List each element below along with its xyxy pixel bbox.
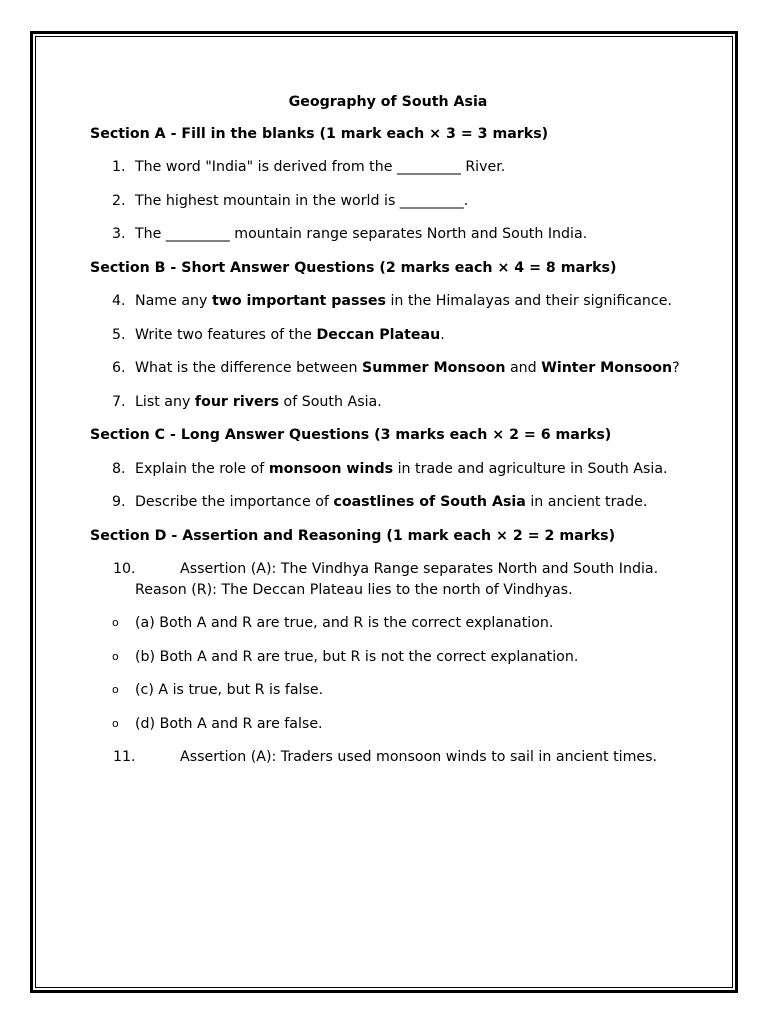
question-4 xyxy=(90,291,680,312)
question-text-pre: List any xyxy=(135,393,195,410)
question-number: 8. xyxy=(112,460,126,477)
option-item xyxy=(90,714,680,735)
question-3 xyxy=(90,224,680,245)
question-text-pre: What is the difference between xyxy=(135,360,363,376)
question-10 xyxy=(90,559,680,600)
question-text-bold: Deccan Plateau xyxy=(316,326,441,343)
bullet-icon: o xyxy=(112,649,119,663)
section-b-heading: Section B - Short Answer Questions (2 marks each × 4 = 8 marks) xyxy=(90,259,617,276)
section-a-heading: Section A - Fill in the blanks (1 mark each × 3 = 3 marks) xyxy=(90,125,549,142)
question-text: The word "India" is derived from the _________ River. xyxy=(135,159,506,175)
question-text-bold: two important passes xyxy=(211,293,386,309)
question-text-bold: Summer Monsoon xyxy=(362,360,506,376)
question-6 xyxy=(90,358,680,379)
question-text: The _________ mountain range separates North and South India. xyxy=(135,226,588,242)
question-2 xyxy=(90,191,680,212)
question-text-bold: coastlines of South Asia xyxy=(333,494,526,510)
question-number: 7. xyxy=(112,393,126,410)
question-number: 10. xyxy=(113,561,136,577)
question-1 xyxy=(90,157,680,178)
question-number: 6. xyxy=(112,360,126,376)
question-number: 3. xyxy=(112,226,126,242)
worksheet xyxy=(90,92,680,781)
question-text-post: in the Himalayas and their significance. xyxy=(385,293,672,309)
question-number: 11. xyxy=(113,749,136,765)
question-text-pre: Describe the importance of xyxy=(135,494,334,510)
question-text-post: ? xyxy=(672,360,680,376)
question-text-post: . xyxy=(440,326,445,343)
option-item xyxy=(90,680,680,701)
question-11 xyxy=(90,747,680,768)
option-text: (b) Both A and R are true, but R is not the correct explanation. xyxy=(135,648,579,665)
assertion-text: Assertion (A): Traders used monsoon winds to sail in ancient times. xyxy=(180,749,658,765)
section-c-heading: Section C - Long Answer Questions (3 marks each × 2 = 6 marks) xyxy=(90,427,612,443)
question-7 xyxy=(90,392,680,413)
question-text-pre: Explain the role of xyxy=(135,460,269,477)
question-text: The highest mountain in the world is _________. xyxy=(135,192,469,209)
question-number: 9. xyxy=(112,494,126,510)
option-text: (c) A is true, but R is false. xyxy=(135,682,324,698)
option-text: (d) Both A and R are false. xyxy=(135,715,323,732)
bullet-icon: o xyxy=(112,683,119,696)
question-8 xyxy=(90,459,680,480)
reason-text: Reason (R): The Deccan Plateau lies to the north of Vindhyas. xyxy=(135,581,573,598)
question-number: 1. xyxy=(112,159,126,175)
question-5 xyxy=(90,325,680,346)
question-text-post: in ancient trade. xyxy=(525,494,648,510)
question-text-bold: Winter Monsoon xyxy=(541,360,673,376)
question-text-pre: Write two features of the xyxy=(135,326,317,343)
question-number: 5. xyxy=(112,326,126,343)
question-text-post: in trade and agriculture in South Asia. xyxy=(393,460,668,477)
section-d-heading: Section D - Assertion and Reasoning (1 mark each × 2 = 2 marks) xyxy=(90,527,616,544)
question-9 xyxy=(90,492,680,513)
bullet-icon: o xyxy=(112,716,119,730)
question-text-mid: and xyxy=(505,360,542,376)
question-text-post: of South Asia. xyxy=(279,393,382,410)
question-10-options xyxy=(90,613,680,734)
question-text-pre: Name any xyxy=(135,293,212,309)
bullet-icon: o xyxy=(112,616,119,629)
page-title: Geography of South Asia xyxy=(288,94,488,110)
question-number: 4. xyxy=(112,293,126,309)
question-number: 2. xyxy=(112,192,126,209)
option-item xyxy=(90,613,680,634)
option-item xyxy=(90,647,680,668)
option-text: (a) Both A and R are true, and R is the correct explanation. xyxy=(135,615,554,631)
assertion-text: Assertion (A): The Vindhya Range separates North and South India. xyxy=(180,561,659,577)
question-text-bold: four rivers xyxy=(194,393,280,410)
question-text-bold: monsoon winds xyxy=(268,460,394,477)
